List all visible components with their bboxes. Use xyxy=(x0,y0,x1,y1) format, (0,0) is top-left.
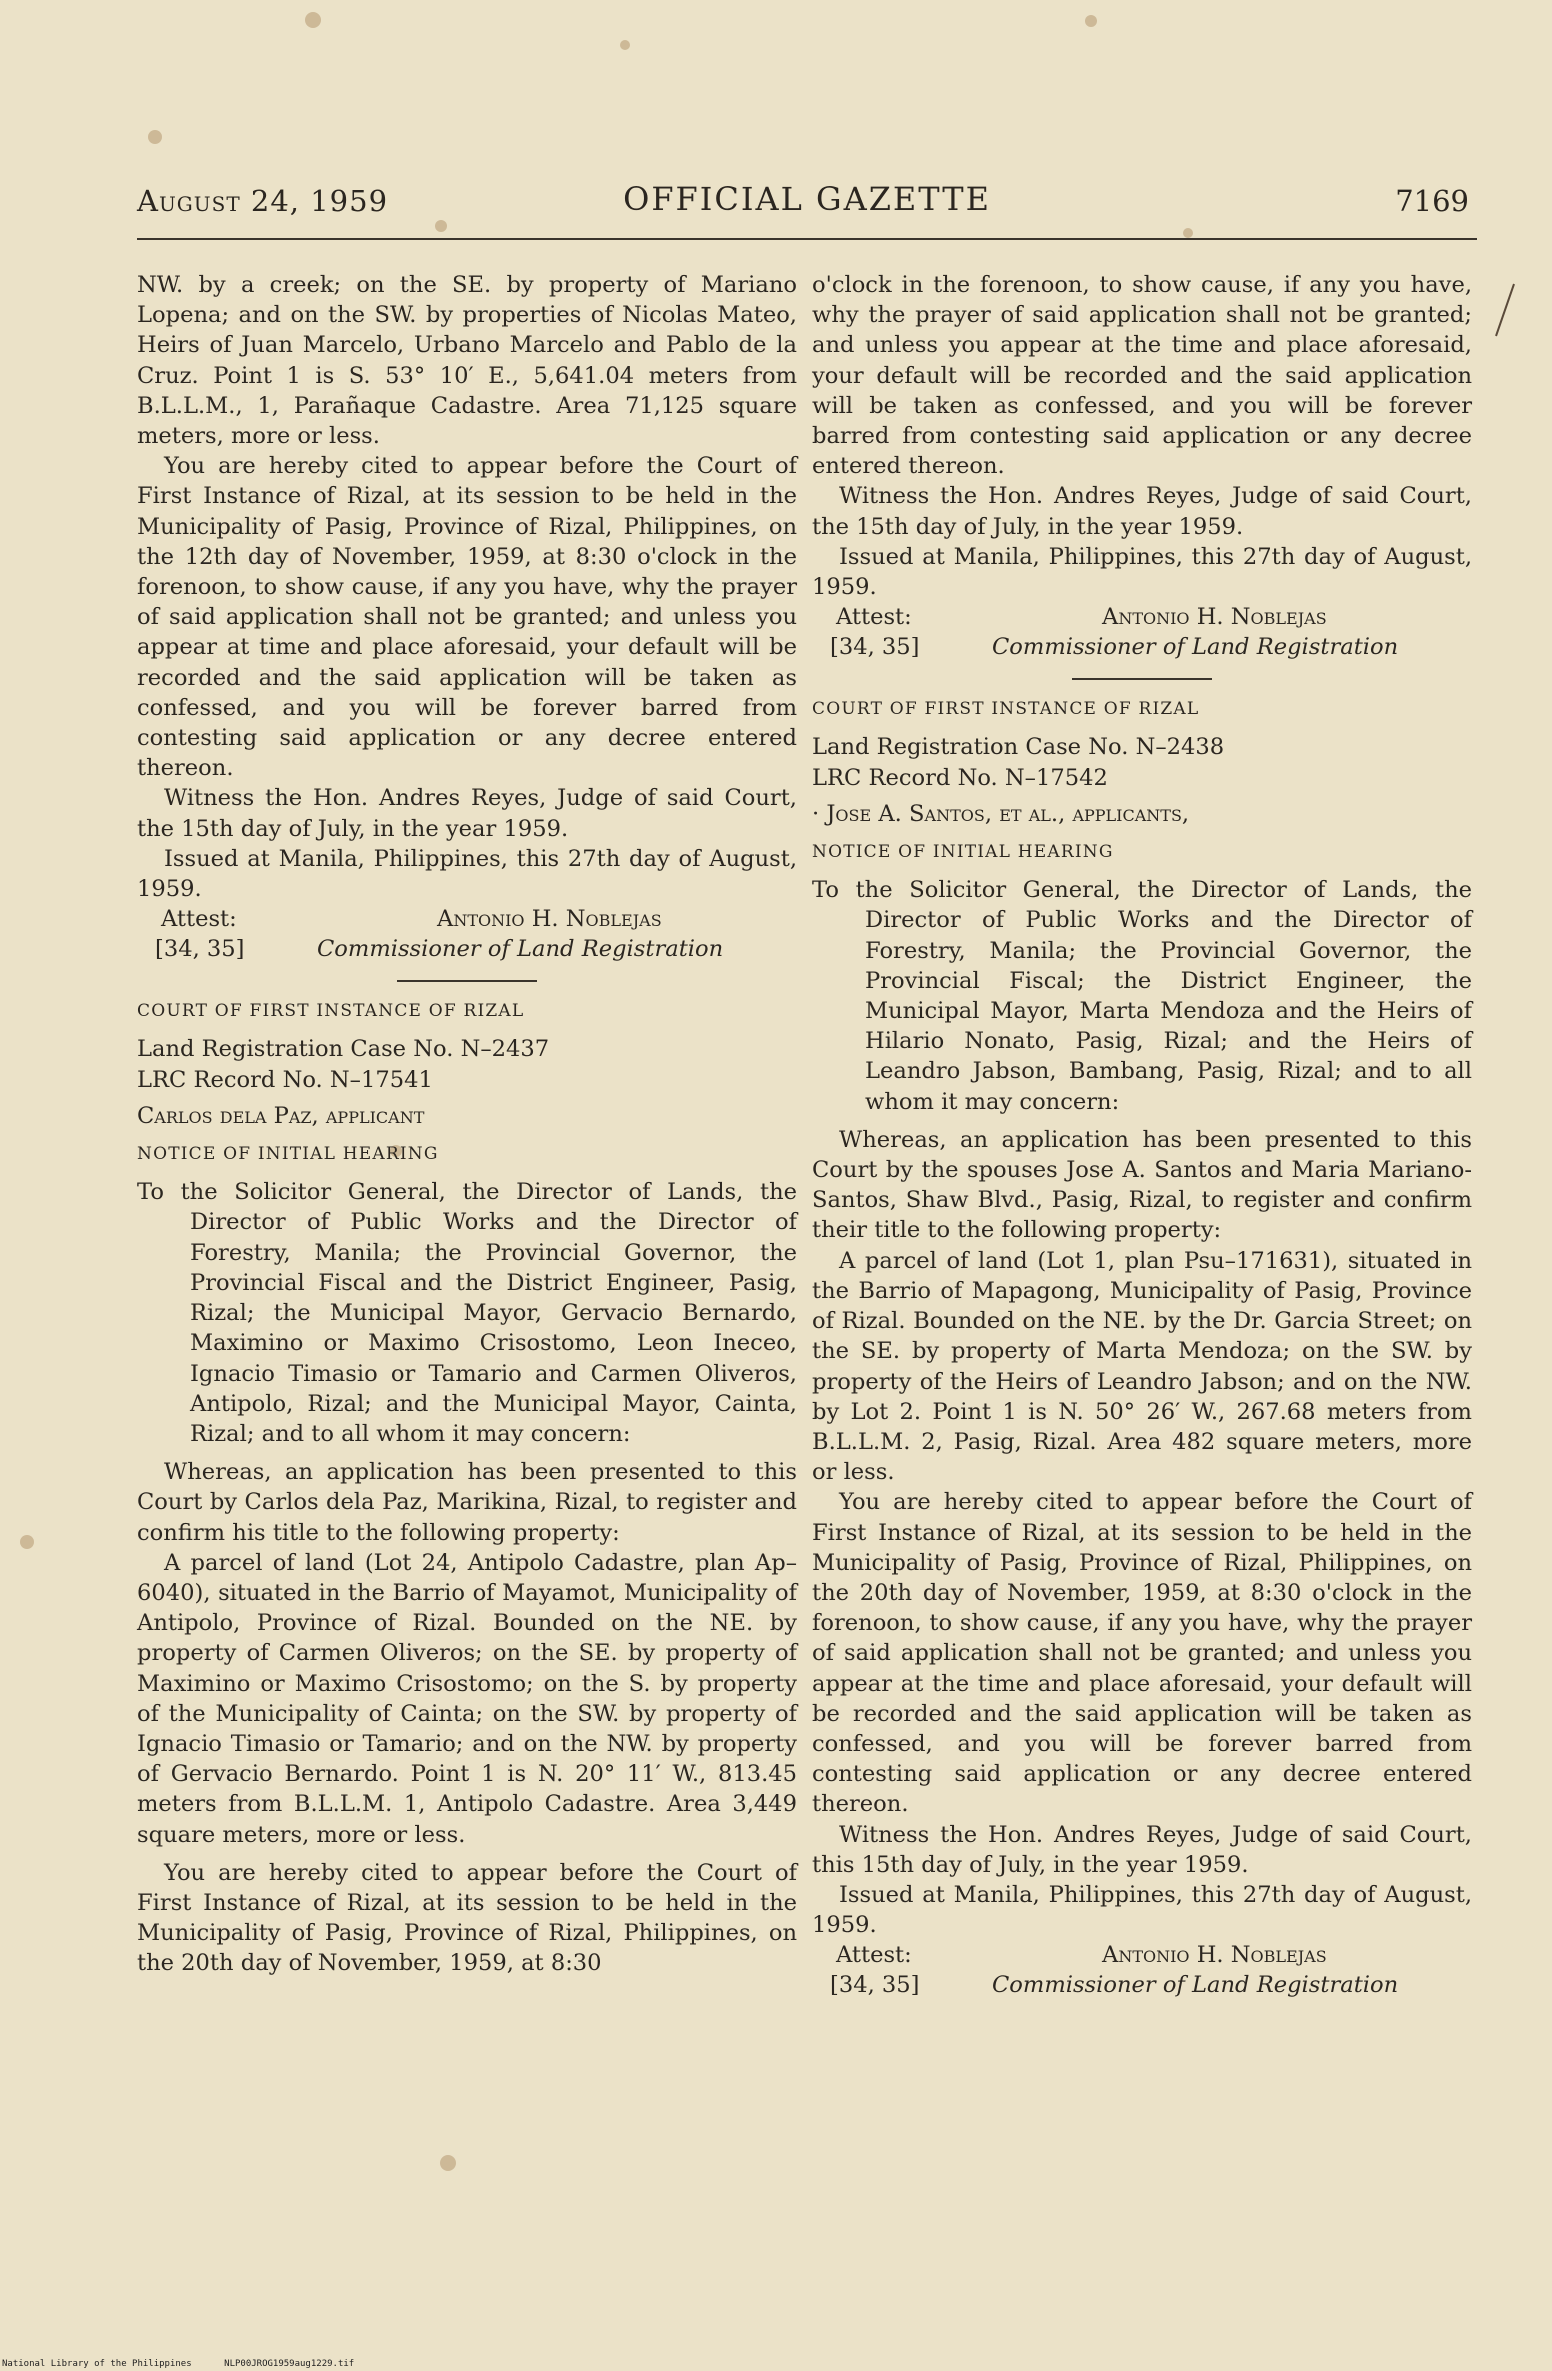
attest-line xyxy=(137,904,797,934)
attest-title: Commissioner of Land Registration xyxy=(317,936,724,963)
record-number: LRC Record No. N–17541 xyxy=(137,1066,433,1093)
stain xyxy=(148,130,162,144)
paragraph: Whereas, an application has been presented to this Court by the spouses Jose A. Santos and Maria Mariano-Santos, Shaw Blvd., Pasig, Rizal, to register and confirm their title to the following property: xyxy=(812,1126,1472,1244)
section-divider xyxy=(397,980,537,982)
paragraph: A parcel of land (Lot 1, plan Psu–171631), situated in the Barrio of Mapagong, Municipality of Pasig, Province of Rizal. Bounded on the NE. by the Dr. Garcia Street; on the SE. by property of Marta Mendoza; on the SW. by property of the Heirs of Leandro Jabson; and on the NW. by Lot 2. Point 1 is N. 50° 26′ W., 267.68 meters from B.L.L.M. 2, Pasig, Rizal. Area 482 square meters, more or less. xyxy=(812,1247,1472,1486)
applicant: Carlos dela Paz, applicant xyxy=(137,1102,425,1129)
record-number: LRC Record No. N–17542 xyxy=(812,764,1108,791)
issue-ref: [34, 35] xyxy=(155,936,245,963)
attest-line xyxy=(812,1940,1472,1970)
attest-title-line xyxy=(812,632,1472,662)
paragraph: Whereas, an application has been presented to this Court by Carlos dela Paz, Marikina, Rizal, to register and confirm his title to the following property: xyxy=(137,1459,797,1546)
attest-label: Attest: xyxy=(836,1942,912,1969)
scan-footer: National Library of the Philippines NLP00JROG1959aug1229.tif xyxy=(2,2359,355,2369)
case-number: Land Registration Case No. N–2437 xyxy=(137,1036,550,1063)
attest-title: Commissioner of Land Registration xyxy=(992,634,1399,661)
paragraph: Witness the Hon. Andres Reyes, Judge of said Court, the 15th day of July, in the year 1959. xyxy=(812,483,1472,540)
paragraph: You are hereby cited to appear before the Court of First Instance of Rizal, at its session to be held in the Municipality of Pasig, Province of Rizal, Philippines, on the 20th day of November, 1959, at 8:30 o'clock in the forenoon, to show cause, if any you have, why the prayer of said application shall not be granted; and unless you appear at the time and place aforesaid, your default will be recorded and the said application will be taken as confessed, and you will be forever barred from contesting said application or any decree entered thereon. xyxy=(812,1489,1472,1818)
right-column xyxy=(812,270,1472,2000)
paragraph: Issued at Manila, Philippines, this 27th day of August, 1959. xyxy=(137,845,797,903)
attest-label: Attest: xyxy=(836,604,912,631)
court-heading: COURT OF FIRST INSTANCE OF RIZAL xyxy=(812,699,1200,720)
notice-heading: NOTICE OF INITIAL HEARING xyxy=(137,1144,439,1165)
issue-ref: [34, 35] xyxy=(830,1972,920,1999)
stain xyxy=(1183,228,1193,238)
paragraph: Issued at Manila, Philippines, this 27th day of August, 1959. xyxy=(812,1881,1472,1939)
addressees: To the Solicitor General, the Director of Lands, the Director of Public Works and the Director of Forestry, Manila; the Provincial Governor, the Provincial Fiscal; the District Engineer, the Municipal Mayor, Marta Mendoza and the Heirs of Hilario Nonato, Pasig, Rizal; and the Heirs of Leandro Jabson, Bambang, Pasig, Rizal; and to all whom it may concern: xyxy=(812,877,1472,1115)
header-date: August 24, 1959 xyxy=(137,184,389,218)
ink-mark-icon xyxy=(1482,280,1522,340)
left-column xyxy=(137,270,797,1979)
paragraph: A parcel of land (Lot 24, Antipolo Cadastre, plan Ap–6040), situated in the Barrio of Mayamot, Municipality of Antipolo, Province of Rizal. Bounded on the NE. by property of Carmen Oliveros; on the SE. by property of Maximino or Maximo Crisostomo; on the S. by property of the Municipality of Cainta; on the SW. by property of Ignacio Timasio or Tamario; and on the NW. by property of Gervacio Bernardo. Point 1 is N. 20° 11′ W., 813.45 meters from B.L.L.M. 1, Antipolo Cadastre. Area 3,449 square meters, more or less. xyxy=(137,1549,797,1848)
addressees: To the Solicitor General, the Director of Lands, the Director of Public Works and the Director of Forestry, Manila; the Provincial Governor, the Provincial Fiscal and the District Engineer, Pasig, Rizal; the Municipal Mayor, Gervacio Bernardo, Maximino or Maximo Crisostomo, Leon Ineceo, Ignacio Timasio or Tamario and Carmen Oliveros, Antipolo, Rizal; and the Municipal Mayor, Cainta, Rizal; and to all whom it may concern: xyxy=(137,1179,797,1447)
attest-title-line xyxy=(812,1970,1472,2000)
paragraph: You are hereby cited to appear before the Court of First Instance of Rizal, at its session to be held in the Municipality of Pasig, Province of Rizal, Philippines, on the 20th day of November, 1959, at 8:30 xyxy=(137,1859,797,1977)
stain xyxy=(305,12,321,28)
attest-line xyxy=(812,602,1472,632)
page-header xyxy=(137,180,1477,224)
header-page-number: 7169 xyxy=(1395,184,1469,218)
paragraph: You are hereby cited to appear before the Court of First Instance of Rizal, at its session to be held in the Municipality of Pasig, Province of Rizal, Philippines, on the 12th day of November, 1959, at 8:30 o'clock in the forenoon, to show cause, if any you have, why the prayer of said application shall not be granted; and unless you appear at time and place aforesaid, your default will be recorded and the said application will be taken as confessed, and you will be forever barred from contesting said application or any decree entered thereon. xyxy=(137,453,797,782)
stain xyxy=(20,1535,34,1549)
section-divider xyxy=(1072,678,1212,680)
paragraph: o'clock in the forenoon, to show cause, if any you have, why the prayer of said application shall not be granted; and unless you appear at the time and place aforesaid, your default will be recorded and the said application will be taken as confessed, and you will be forever barred from contesting said application or any decree entered thereon. xyxy=(812,272,1472,480)
stain xyxy=(620,40,630,50)
attest-label: Attest: xyxy=(161,906,237,933)
paragraph: Witness the Hon. Andres Reyes, Judge of said Court, the 15th day of July, in the year 1959. xyxy=(137,785,797,842)
stain xyxy=(440,2155,456,2171)
notice-heading: NOTICE OF INITIAL HEARING xyxy=(812,842,1114,863)
issue-ref: [34, 35] xyxy=(830,634,920,661)
applicant: · Jose A. Santos, et al., applicants, xyxy=(812,800,1190,827)
attest-name: Antonio H. Noblejas xyxy=(437,906,662,933)
paragraph: NW. by a creek; on the SE. by property of Mariano Lopena; and on the SW. by properties of Nicolas Mateo, Heirs of Juan Marcelo, Urbano Marcelo and Pablo de la Cruz. Point 1 is S. 53° 10′ E., 5,641.04 meters from B.L.L.M., 1, Parañaque Cadastre. Area 71,125 square meters, more or less. xyxy=(137,272,797,450)
stain xyxy=(1085,15,1097,27)
court-heading: COURT OF FIRST INSTANCE OF RIZAL xyxy=(137,1001,525,1022)
paragraph: Issued at Manila, Philippines, this 27th day of August, 1959. xyxy=(812,543,1472,601)
attest-title: Commissioner of Land Registration xyxy=(992,1972,1399,1999)
header-rule xyxy=(137,238,1477,240)
paragraph: Witness the Hon. Andres Reyes, Judge of said Court, this 15th day of July, in the year 1959. xyxy=(812,1821,1472,1878)
attest-name: Antonio H. Noblejas xyxy=(1102,1942,1327,1969)
case-number: Land Registration Case No. N–2438 xyxy=(812,734,1225,761)
attest-title-line xyxy=(137,934,797,964)
attest-name: Antonio H. Noblejas xyxy=(1102,604,1327,631)
header-title: OFFICIAL GAZETTE xyxy=(623,180,991,218)
